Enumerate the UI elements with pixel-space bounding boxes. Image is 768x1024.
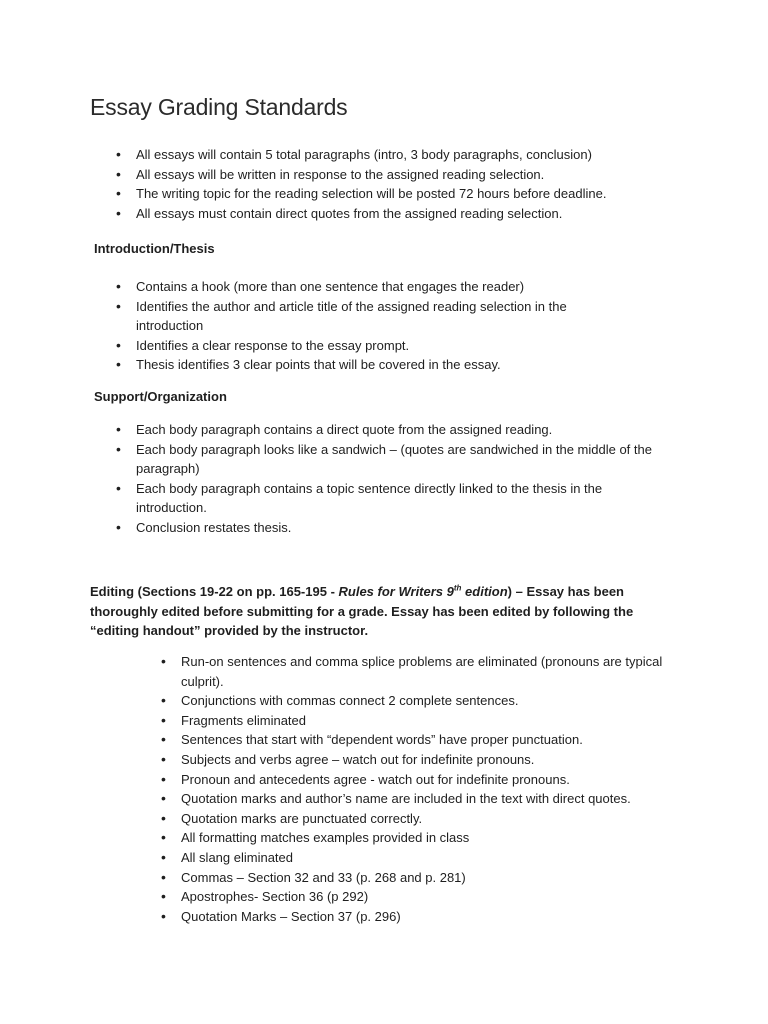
support-list <box>136 420 666 538</box>
list-item: • Sentences that start with “dependent words” have proper punctuation. <box>181 730 676 750</box>
list-item: • Quotation Marks – Section 37 (p. 296) <box>181 907 676 927</box>
page-title: Essay Grading Standards <box>90 94 348 120</box>
list-item: • Apostrophes- Section 36 (p 292) <box>181 887 676 907</box>
list-item: • Subjects and verbs agree – watch out for indefinite pronouns. <box>181 750 676 770</box>
editing-paragraph <box>90 582 662 641</box>
list-item: • Pronoun and antecedents agree - watch out for indefinite pronouns. <box>181 770 676 790</box>
list-item: • Thesis identifies 3 clear points that will be covered in the essay. <box>136 355 626 375</box>
list-item: • All essays must contain direct quotes from the assigned reading selection. <box>136 204 696 224</box>
list-item: • Identifies the author and article title of the assigned reading selection in the introduction <box>136 297 626 336</box>
list-item: • Fragments eliminated <box>181 711 676 731</box>
list-item: • Each body paragraph contains a topic sentence directly linked to the thesis in the introduction. <box>136 479 666 518</box>
list-item: • Each body paragraph looks like a sandwich – (quotes are sandwiched in the middle of the paragraph) <box>136 440 666 479</box>
editing-rest: ) – Essay has been thoroughly edited before submitting for a grade. Essay has been edited by following the “editing handout” provided by the instructor. <box>90 584 634 639</box>
book-title <box>339 584 508 599</box>
list-item: • Each body paragraph contains a direct quote from the assigned reading. <box>136 420 666 440</box>
list-item: • The writing topic for the reading selection will be posted 72 hours before deadline. <box>136 184 696 204</box>
general-list <box>136 145 696 223</box>
list-item: • All essays will contain 5 total paragraphs (intro, 3 body paragraphs, conclusion) <box>136 145 696 165</box>
book-title-text: Rules for Writers 9 <box>338 584 454 599</box>
section-heading-introduction: Introduction/Thesis <box>94 241 215 256</box>
list-item: • All slang eliminated <box>181 848 676 868</box>
introduction-list <box>136 277 626 375</box>
list-item: • Quotation marks and author’s name are included in the text with direct quotes. <box>181 789 676 809</box>
editing-lead: Editing (Sections 19-22 on pp. 165-195 - <box>90 584 339 599</box>
edition-superscript: th <box>453 583 462 593</box>
list-item: • Identifies a clear response to the essay prompt. <box>136 336 626 356</box>
list-item: • All formatting matches examples provided in class <box>181 828 676 848</box>
list-item: • Contains a hook (more than one sentence that engages the reader) <box>136 277 626 297</box>
list-item: • Quotation marks are punctuated correctly. <box>181 809 676 829</box>
list-item: • Conjunctions with commas connect 2 complete sentences. <box>181 691 676 711</box>
edition-word: edition <box>461 584 508 599</box>
list-item: • All essays will be written in response to the assigned reading selection. <box>136 165 696 185</box>
list-item: • Conclusion restates thesis. <box>136 518 666 538</box>
list-item: • Run-on sentences and comma splice problems are eliminated (pronouns are typical culprit). <box>181 652 676 691</box>
section-heading-support: Support/Organization <box>94 389 227 404</box>
editing-list <box>181 652 676 926</box>
list-item: • Commas – Section 32 and 33 (p. 268 and p. 281) <box>181 868 676 888</box>
